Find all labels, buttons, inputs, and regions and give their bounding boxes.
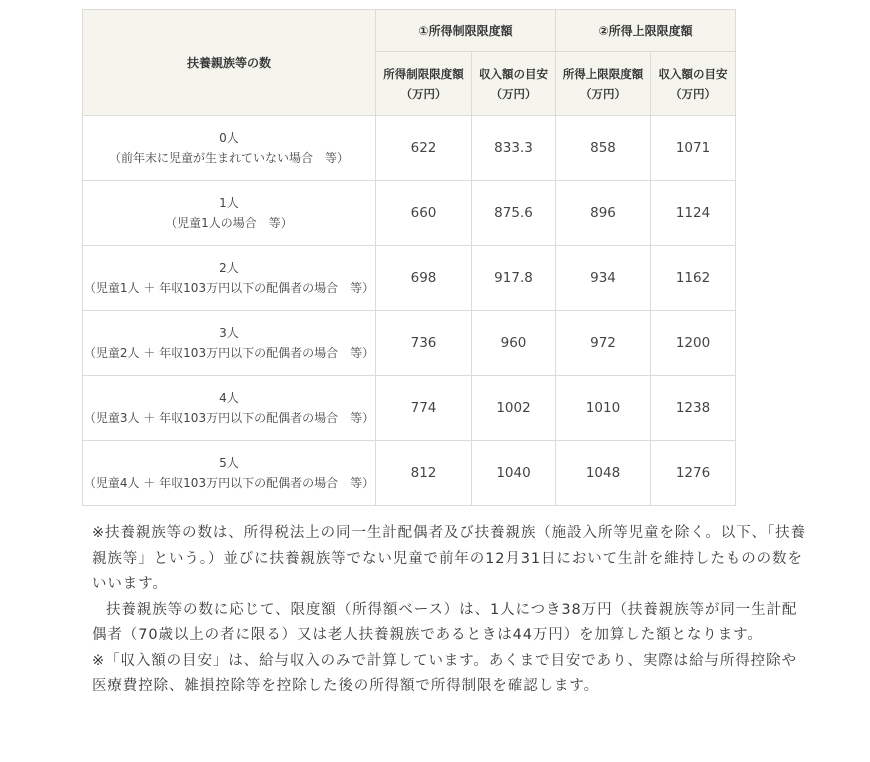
cell-income-estimate: 960 bbox=[472, 311, 556, 376]
cell-upper-estimate: 1071 bbox=[651, 116, 736, 181]
cell-income-limit: 622 bbox=[376, 116, 472, 181]
table-row bbox=[83, 441, 736, 506]
cell-income-estimate: 833.3 bbox=[472, 116, 556, 181]
cell-upper-limit: 1048 bbox=[556, 441, 651, 506]
footnotes bbox=[92, 521, 812, 700]
cell-income-limit: 736 bbox=[376, 311, 472, 376]
cell-upper-estimate: 1238 bbox=[651, 376, 736, 441]
table-row bbox=[83, 311, 736, 376]
table-row bbox=[83, 246, 736, 311]
cell-income-estimate: 875.6 bbox=[472, 181, 556, 246]
footnote-dependents-definition: ※扶養親族等の数は、所得税法上の同一生計配偶者及び扶養親族（施設入所等児童を除く。以下、「扶養親族等」という。）並びに扶養親族等でない児童で前年の12月31日において生計を維持したものの数をいいます。 bbox=[92, 525, 806, 592]
cell-upper-limit: 972 bbox=[556, 311, 651, 376]
row-label: 3人 （児童2人 ＋ 年収103万円以下の配偶者の場合 等） bbox=[83, 311, 376, 376]
footnote-income-estimate: ※「収入額の目安」は、給与収入のみで計算しています。あくまで目安であり、実際は給与所得控除や医療費控除、雑損控除等を控除した後の所得額で所得制限を確認します。 bbox=[92, 652, 797, 694]
cell-income-limit: 660 bbox=[376, 181, 472, 246]
cell-income-estimate: 1002 bbox=[472, 376, 556, 441]
cell-upper-estimate: 1200 bbox=[651, 311, 736, 376]
cell-upper-limit: 934 bbox=[556, 246, 651, 311]
footnote-limit-addition: 扶養親族等の数に応じて、限度額（所得額ベース）は、1人につき38万円（扶養親族等が同一生計配偶者（70歳以上の者に限る）又は老人扶養親族であるときは44万円）を加算した額となります。 bbox=[92, 601, 798, 643]
cell-upper-limit: 896 bbox=[556, 181, 651, 246]
row-label: 0人 （前年末に児童が生まれていない場合 等） bbox=[83, 116, 376, 181]
subheader-income-estimate-2: 収入額の目安 （万円） bbox=[651, 52, 736, 116]
subheader-income-estimate-1: 収入額の目安 （万円） bbox=[472, 52, 556, 116]
cell-upper-limit: 858 bbox=[556, 116, 651, 181]
header-income-limit-group: ①所得制限限度額 bbox=[376, 10, 556, 52]
row-label: 2人 （児童1人 ＋ 年収103万円以下の配偶者の場合 等） bbox=[83, 246, 376, 311]
table-row bbox=[83, 116, 736, 181]
subheader-income-limit: 所得制限限度額 （万円） bbox=[376, 52, 472, 116]
cell-income-limit: 774 bbox=[376, 376, 472, 441]
cell-income-estimate: 1040 bbox=[472, 441, 556, 506]
cell-upper-estimate: 1124 bbox=[651, 181, 736, 246]
table-row bbox=[83, 376, 736, 441]
table-row bbox=[83, 181, 736, 246]
subheader-upper-limit: 所得上限限度額 （万円） bbox=[556, 52, 651, 116]
income-limit-table bbox=[82, 9, 736, 506]
header-dependents-count: 扶養親族等の数 bbox=[83, 10, 376, 116]
cell-upper-limit: 1010 bbox=[556, 376, 651, 441]
cell-upper-estimate: 1162 bbox=[651, 246, 736, 311]
row-label: 4人 （児童3人 ＋ 年収103万円以下の配偶者の場合 等） bbox=[83, 376, 376, 441]
header-income-upper-limit-group: ②所得上限限度額 bbox=[556, 10, 736, 52]
cell-income-limit: 698 bbox=[376, 246, 472, 311]
cell-income-estimate: 917.8 bbox=[472, 246, 556, 311]
row-label: 1人 （児童1人の場合 等） bbox=[83, 181, 376, 246]
row-label: 5人 （児童4人 ＋ 年収103万円以下の配偶者の場合 等） bbox=[83, 441, 376, 506]
cell-upper-estimate: 1276 bbox=[651, 441, 736, 506]
cell-income-limit: 812 bbox=[376, 441, 472, 506]
